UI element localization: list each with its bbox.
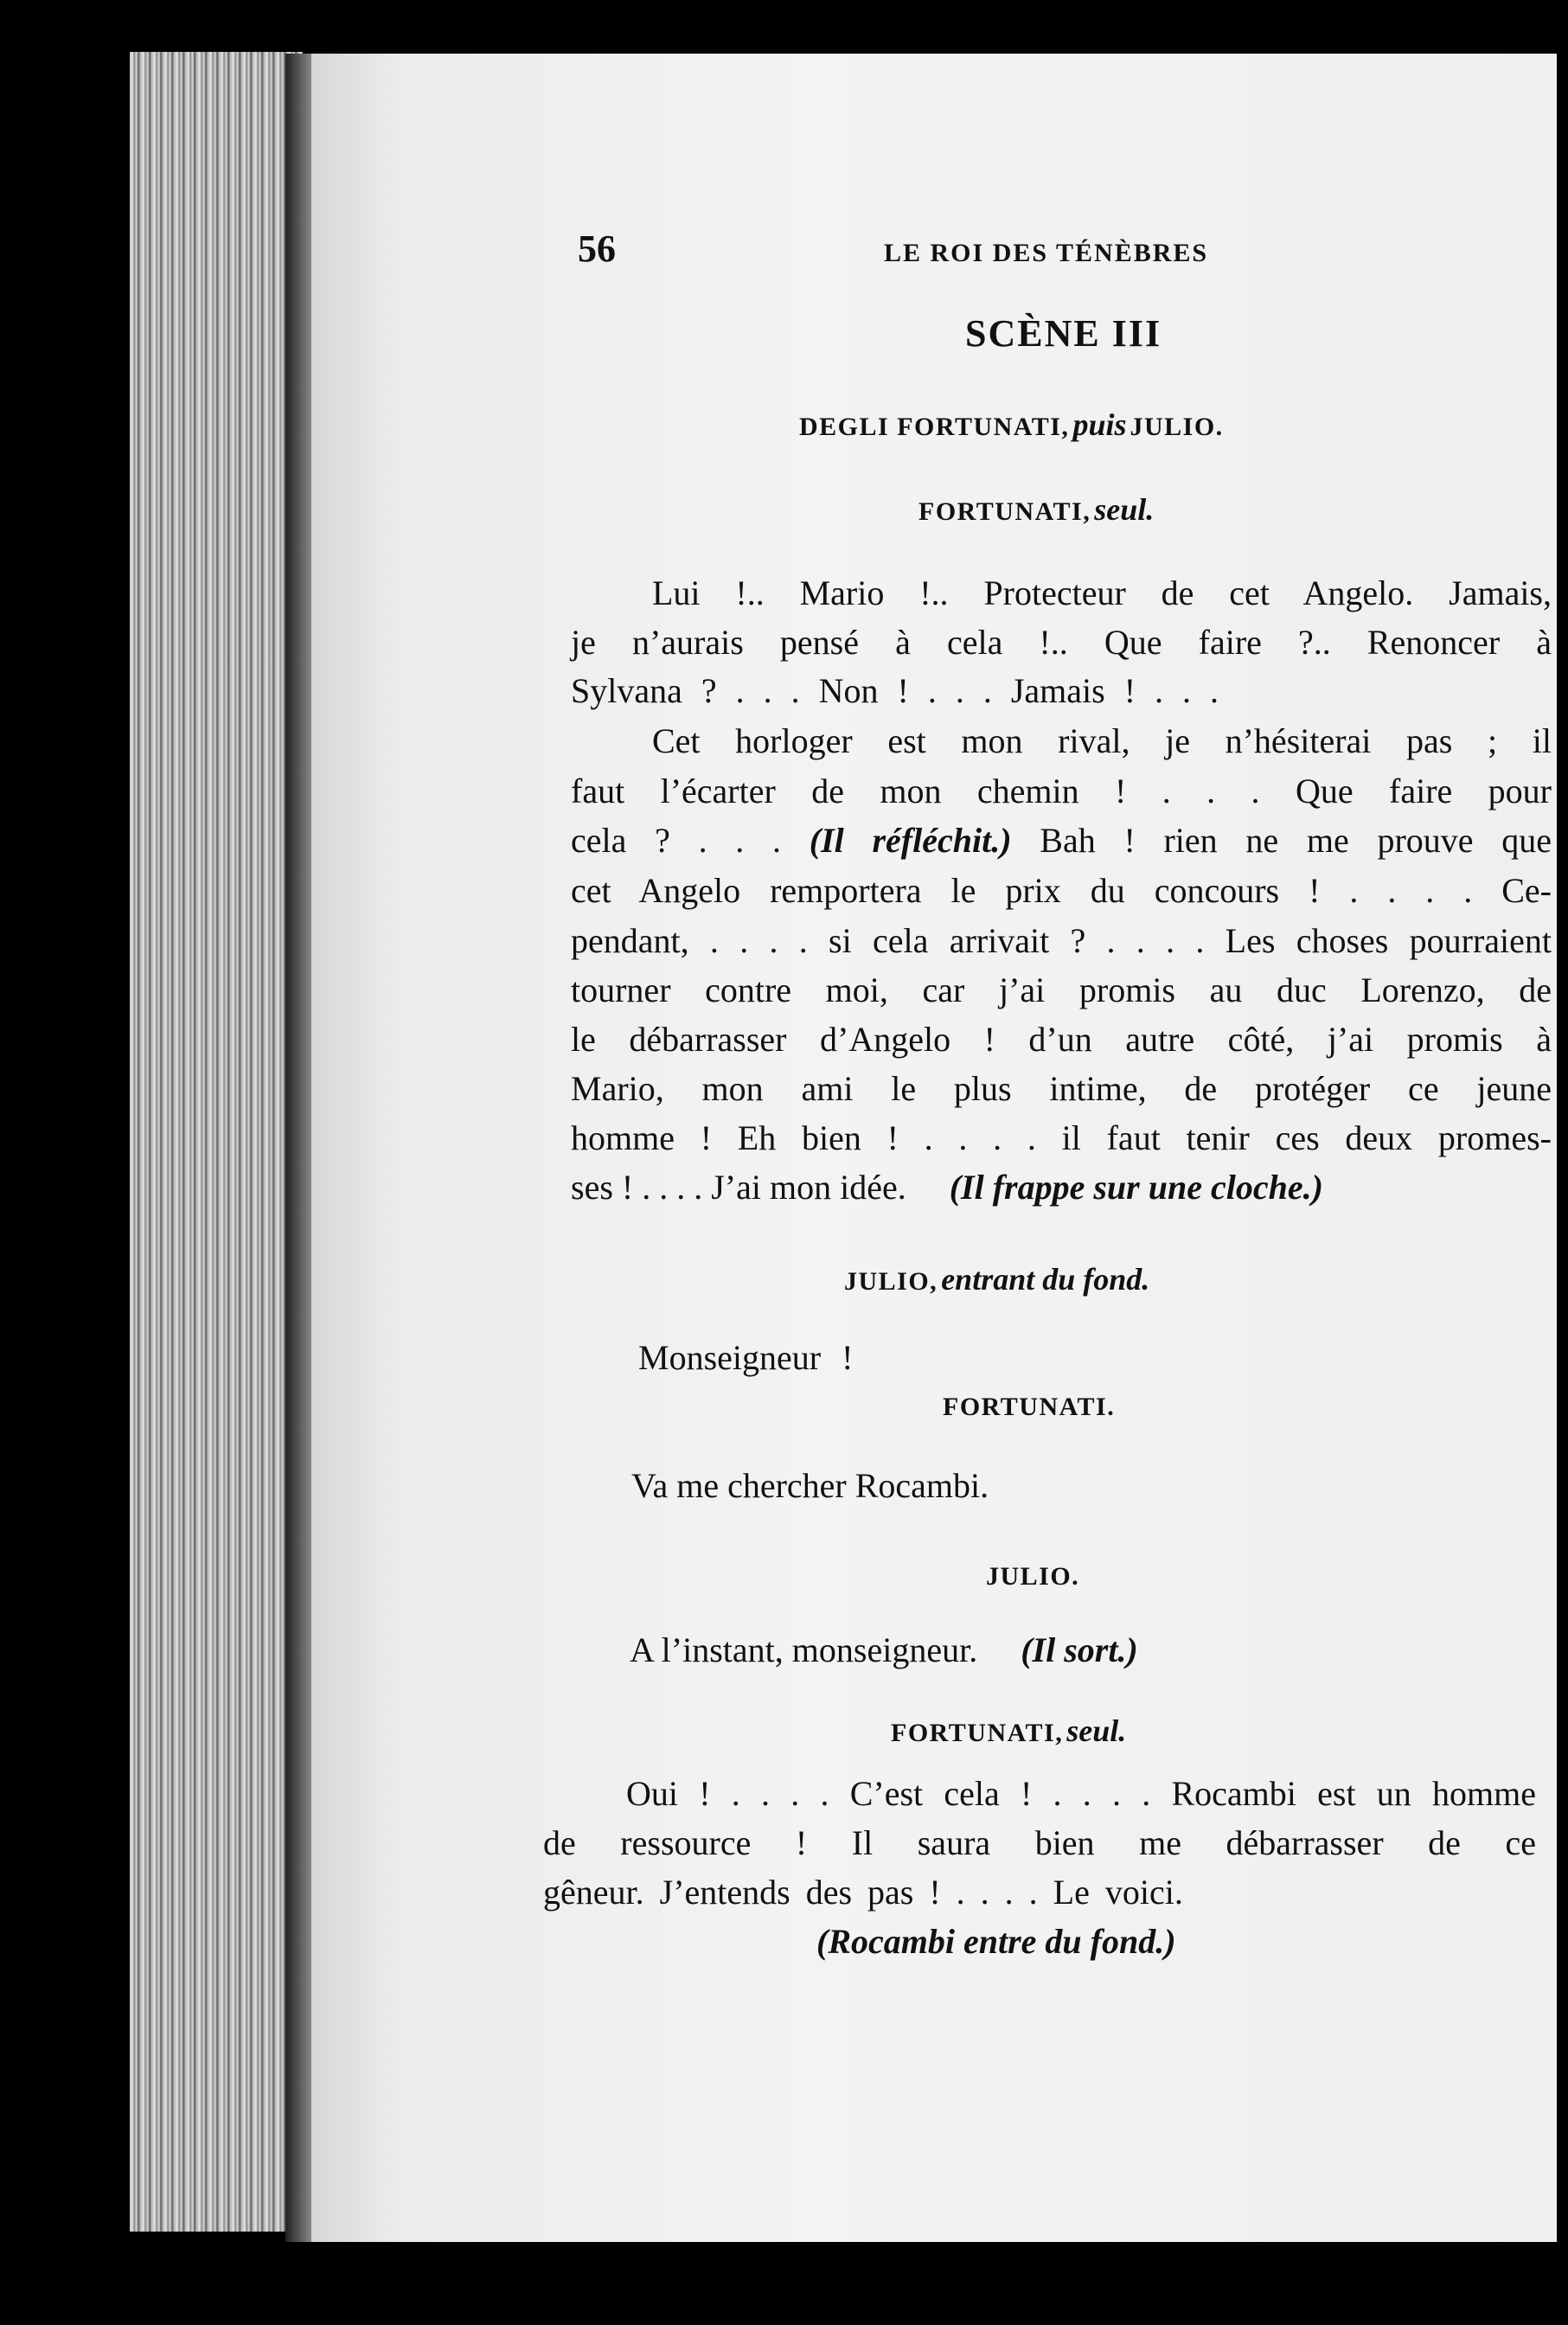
scene-characters-b: puis [1072,407,1127,442]
text-line: Sylvana ? . . . Non ! . . . Jamais ! . . . [571,671,1219,710]
stage-direction: (Il frappe sur une cloche.) [949,1168,1323,1207]
stage-direction: (Il sort.) [1021,1630,1138,1669]
stage-direction: (Il réfléchit.) [809,821,1012,860]
text-line: Monseigneur ! [638,1338,854,1377]
text-line: le débarrasser d’Angelo ! d’un autre côté, j’ai promis à [571,1020,1552,1059]
text-fragment: ses ! . . . . J’ai mon idée. [571,1168,906,1207]
text-line: pendant, . . . . si cela arrivait ? . . . . Les choses pourraient [571,921,1552,960]
speaker-name: FORTUNATI, [918,497,1091,526]
text-line: Lui !.. Mario !.. Protecteur de cet Angelo. Jamais, [652,573,1552,612]
text-line: gêneur. J’entends des pas ! . . . . Le voici. [543,1873,1183,1912]
speaker-name: FORTUNATI, [891,1719,1064,1747]
stage-direction: entrant du fond. [941,1262,1150,1297]
speaker-name: FORTUNATI. [943,1393,1116,1421]
stage-direction: (Rocambi entre du fond.) [816,1922,1176,1961]
text-fragment: Bah ! rien ne me prouve que [1040,821,1552,860]
text-line: Mario, mon ami le plus intime, de protéger ce jeune [571,1069,1552,1108]
book-page-edges [130,52,303,2232]
page-number: 56 [578,227,616,270]
text-line: Va me chercher Rocambi. [631,1466,989,1505]
text-line: Cet horloger est mon rival, je n’hésiterai pas ; il [652,721,1552,760]
text-line [571,1163,1323,1212]
scene-characters-c: JULIO. [1130,413,1224,441]
text-line: homme ! Eh bien ! . . . . il faut tenir ces deux promes- [571,1118,1552,1157]
speaker-heading [891,1713,1126,1749]
stage-direction: seul. [1066,1713,1127,1748]
stage-direction: seul. [1094,492,1155,527]
scene-characters [799,407,1224,443]
running-head: LE ROI DES TÉNÈBRES [884,239,1209,267]
text-line: faut l’écarter de mon chemin ! . . . Que faire pour [571,772,1552,810]
speaker-heading [918,491,1154,528]
speaker-heading [844,1261,1149,1297]
speaker-name: JULIO. [986,1562,1080,1591]
text-line [630,1626,1138,1675]
text-line: de ressource ! Il saura bien me débarrasser de ce [543,1823,1536,1862]
scene-title: SCÈNE III [965,312,1162,355]
scene-characters-a: DEGLI FORTUNATI, [799,413,1070,441]
text-line [571,817,1552,865]
text-line: Oui ! . . . . C’est cela ! . . . . Rocambi est un homme [626,1774,1536,1813]
text-line: cet Angelo remportera le prix du concours ! . . . . Ce- [571,871,1552,910]
text-fragment: A l’instant, monseigneur. [630,1630,978,1669]
speaker-name: JULIO, [844,1267,938,1296]
text-fragment: cela ? . . . [571,821,782,860]
text-line: je n’aurais pensé à cela !.. Que faire ?.. Renoncer à [571,623,1552,662]
gutter-shadow [285,54,311,2242]
text-line: tourner contre moi, car j’ai promis au duc Lorenzo, de [571,970,1552,1009]
